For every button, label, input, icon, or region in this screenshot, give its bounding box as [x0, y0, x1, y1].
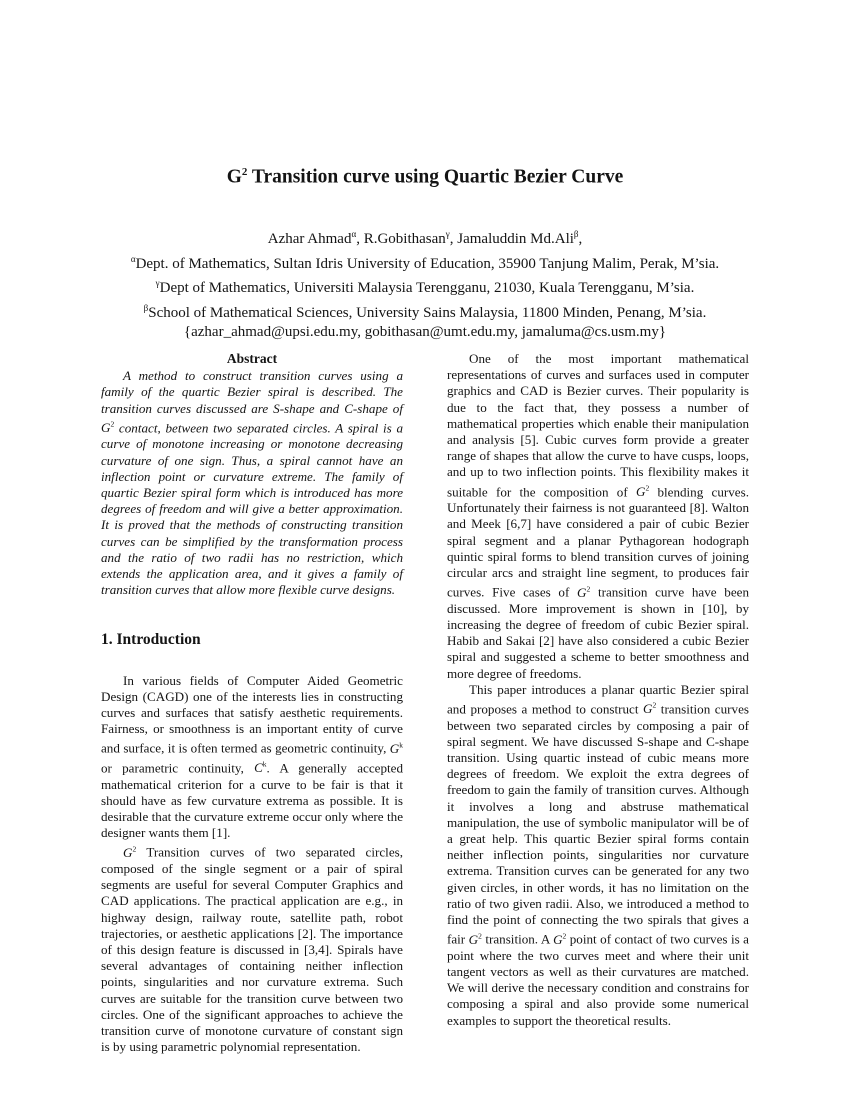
intro-p2-g-sup: 2 [132, 844, 137, 854]
affiliation-3-text: School of Mathematical Sciences, University Sains Malaysia, 11800 Minden, Penang, M’sia. [148, 304, 707, 321]
right-p1-g2-sup: 2 [586, 584, 591, 594]
intro-p2-math-g [123, 845, 136, 860]
right-p2-g3: G [553, 931, 563, 947]
intro-p1-math-g [390, 741, 403, 756]
intro-p1-b: or parametric continuity, [101, 760, 255, 776]
author-emails: {azhar_ahmad@upsi.edu.my, gobithasan@umt.edu.my, jamaluma@cs.usm.my} [183, 324, 667, 341]
right-p1-math-g2 [577, 585, 590, 600]
right-p2-g-sup: 2 [652, 700, 657, 710]
intro-p2-g: G [123, 844, 133, 860]
intro-p1-g-sup: k [399, 740, 403, 750]
abstract-part-a: A method to construct transition curves using a family of the quartic Bezier spiral is described. The transition curves discussed are S-shape and C-shape of [101, 368, 403, 416]
intro-paragraph-2 [101, 841, 403, 1055]
right-p1-b: blending curves. Unfortunately their fairness is not guaranteed [8]. Walton and Meek [6,7] have considered a pair of cubic Bezier spiral segment and a planar Pythagorean hodograph quintic spiral forms to blend transition curves of joining circular arcs and straight line segment, to produces fair curves. Five cases of [447, 483, 749, 600]
affiliation-1-text: Dept. of Mathematics, Sultan Idris University of Education, 35900 Tanjung Malim, Perak, M’sia. [135, 255, 720, 272]
right-column [447, 351, 749, 1029]
right-paragraph-2 [447, 682, 749, 1029]
right-p1-c: transition curve have been discussed. More improvement is shown in [10], by increasing the degree of freedom of cubic Bezier spiral. Habib and Sakai [2] have also considered a cubic Bezier spiral and suggested a scheme to better smoothness and more degree of freedoms. [447, 584, 749, 681]
affiliation-2-mark: γ [155, 278, 160, 289]
right-p2-math-g [643, 701, 656, 716]
right-p1-g-sup: 2 [645, 483, 650, 493]
right-p2-g: G [643, 701, 653, 717]
left-column [101, 351, 403, 1055]
intro-paragraph-1 [101, 673, 403, 842]
author-3: , Jamaluddin Md.Ali [449, 231, 574, 247]
right-p1-g2: G [577, 584, 587, 600]
affiliation-3-mark: β [143, 302, 149, 313]
title-g-sup: 2 [241, 166, 248, 178]
right-p1-math-g [636, 484, 649, 499]
right-p2-a: This paper introduces a planar quartic Bezier spiral and proposes a method to construct [447, 681, 749, 717]
right-p1-g: G [635, 483, 646, 499]
right-p2-g3-sup: 2 [562, 931, 567, 941]
affiliation-2-text: Dept of Mathematics, Universiti Malaysia Terengganu, 21030, Kuala Terengganu, M’sia. [159, 280, 695, 297]
author-line [60, 225, 790, 250]
right-p2-b: transition curves between two separated circles by composing a pair of spiral segment. We have discussed S-shape and C-shape transition. Using quartic instead of cubic means more degrees of freedom. We exploit the extra degrees of freedom to gain the family of transition curves. Although it involves a long and abstruse mathematical manipulation, the use of symbolic manipulator will be of a great help. This quartic Bezier spiral forms contain neither inflection points, singularities nor curvature extrema. Transition curves can be generated for any two given circles, in other words, it has no limitation on the ratio of two given radii. Also, we introduced a method to find the point of connecting the two spirals that gives a fair [447, 701, 749, 947]
abstract-part-b: contact, between two separated circles. A spiral is a curve of monotone increasing or monotone decreasing curvature of one sign. Thus, a spiral cannot have an inflection point or curvature extreme. The family of quartic Bezier spiral form which is introduced has more degrees of freedom and will give a better approximation. It is proved that the methods of constructing transition curves can be simplified by the transformation process and the ratio of two radii has no restriction, which extends the application area, and it gives a family of transition curves that allow more flexible curve designs. [101, 420, 403, 598]
affiliation-3 [60, 299, 790, 324]
right-p1-a: One of the most important mathematical representations of curves and surfaces used in computer graphics and CAD is Bezier curves. Their popularity is due to the fact that, they possess a number of mathematical properties which enable their manipulation and analysis [5]. Cubic curves form provide a greater range of shapes that allow the curve to have cusps, loops, and up to two inflection points. This flexibility makes it suitable for the composition of [447, 351, 749, 499]
affiliation-2 [60, 274, 790, 299]
author-2: , R.Gobithasan [356, 231, 446, 247]
right-p2-math-g3 [553, 932, 566, 947]
author-1: Azhar Ahmad [267, 231, 352, 247]
paper-title [0, 166, 850, 189]
right-p2-g2-sup: 2 [478, 931, 482, 941]
intro-p1-a: In various fields of Computer Aided Geometric Design (CAGD) one of the interests lies in constructing curves and surfaces that satisfy aesthetic requirements. Fairness, or smoothness is an important entity of curve and surface, it is often termed as geometric continuity, [101, 672, 403, 756]
intro-p2-a: Transition curves of two separated circles, composed of the single segment or a pair of spiral segments are useful for several Computer Graphics and CAD applications. The practical application are e.g., in highway design, railway route, satellite path, robot trajectories, or aesthetic applications [2]. The importance of this design feature is discussed in [3,4]. Spirals have several advantages of containing neither inflection points, singularities and nor curvature extrema. Such curves are suitable for the transition curve between two circles. One of the significant approaches to achieve the transition curve of monotone curvature of constant sign is by using parametric polynomial representation. [101, 844, 403, 1055]
right-p2-math-g2 [469, 932, 482, 947]
section-heading-introduction: 1. Introduction [101, 631, 201, 649]
title-text: Transition curve using Quartic Bezier Curve [247, 166, 624, 188]
affiliation-1-mark: α [130, 253, 136, 264]
affiliation-1 [60, 250, 790, 275]
abstract-g: G [101, 420, 111, 436]
author-2-mark: γ [445, 229, 450, 239]
intro-p1-c-sup: k [262, 759, 267, 769]
abstract-text [101, 368, 403, 598]
abstract-heading: Abstract [226, 351, 278, 366]
author-end: , [578, 231, 583, 247]
intro-p1-d: . A generally accepted mathematical criterion for a curve to be fair is that it should have as few curvature extrema as possible. It is desirable that the curvature extreme occur only where the designer wants them [1]. [101, 760, 403, 841]
right-p2-d: point of contact of two curves is a point where the two curves meet and where their unit tangent vectors as well as their curvatures are matched. We will derive the necessary condition and constrains for composing a spiral and also provide some numerical examples to support the theoretical results. [447, 931, 749, 1028]
abstract-math-g [101, 420, 114, 435]
right-p2-g2: G [468, 931, 479, 947]
intro-p1-c: C [254, 760, 263, 776]
intro-p1-g: G [389, 740, 400, 756]
right-p2-c: transition. A [481, 931, 554, 947]
right-paragraph-1 [447, 351, 749, 682]
title-g: G [226, 166, 242, 188]
intro-p1-math-c [254, 760, 266, 775]
author-block [60, 225, 790, 343]
abstract-g-sup: 2 [110, 419, 115, 429]
author-3-mark: β [573, 229, 579, 239]
author-1-mark: α [351, 229, 357, 239]
